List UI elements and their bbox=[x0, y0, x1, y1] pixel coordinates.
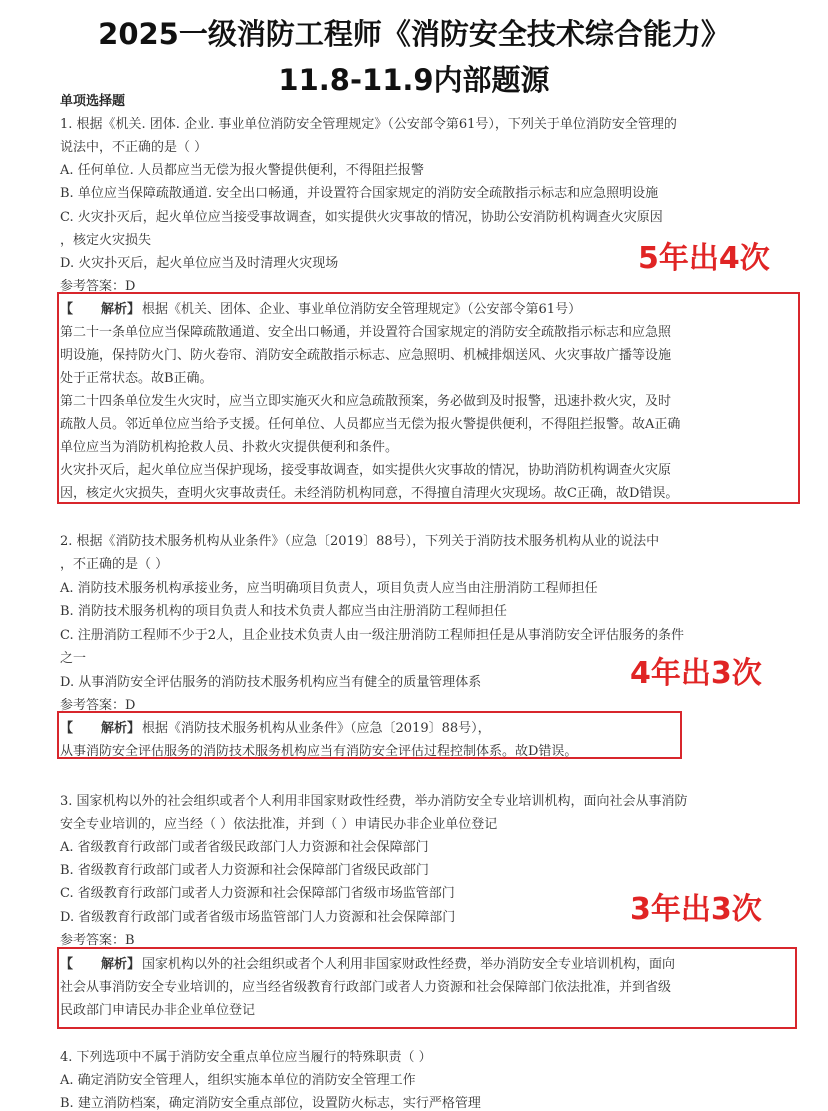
q1-option-b: B. 单位应当保障疏散通道. 安全出口畅通，并设置符合国家规定的消防安全疏散指示标志和应急照明设施 bbox=[60, 186, 659, 201]
analysis-bracket: 【 bbox=[60, 302, 74, 317]
q2-analysis-line bbox=[60, 717, 491, 736]
q1-analysis-line: 处于正常状态。故B正确。 bbox=[60, 371, 213, 386]
q1-analysis-line bbox=[60, 298, 581, 317]
q2-option-c-line1: C. 注册消防工程师不少于2人，且企业技术负责人由一级注册消防工程师担任是从事消防安全评估服务的条件 bbox=[60, 628, 685, 643]
analysis-label: 解析】 bbox=[101, 302, 141, 317]
q1-option-c-line2: ，核定火灾损失 bbox=[60, 233, 152, 248]
q1-analysis-line: 因，核定火灾损失，查明火灾事故责任。未经消防机构同意，不得擅自清理火灾现场。故C正确，故D错误。 bbox=[60, 486, 679, 501]
q3-option-a: A. 省级教育行政部门或者省级民政部门人力资源和社会保障部门 bbox=[60, 840, 429, 855]
q3-frequency-stamp: 3年出3次 bbox=[630, 892, 762, 927]
q3-answer: 参考答案：B bbox=[60, 933, 135, 948]
q1-analysis-line: 第二十一条单位应当保障疏散通道、安全出口畅通，并设置符合国家规定的消防安全疏散指示标志和应急照 bbox=[60, 325, 672, 340]
q2-answer: 参考答案：D bbox=[60, 698, 136, 713]
q2-frequency-stamp: 4年出3次 bbox=[630, 656, 762, 691]
analysis-label: 解析】 bbox=[101, 957, 141, 972]
q3-option-b: B. 省级教育行政部门或者人力资源和社会保障部门省级民政部门 bbox=[60, 863, 429, 878]
q2-option-d: D. 从事消防安全评估服务的消防技术服务机构应当有健全的质量管理体系 bbox=[60, 675, 482, 690]
q3-option-c: C. 省级教育行政部门或者人力资源和社会保障部门省级市场监管部门 bbox=[60, 886, 455, 901]
q1-analysis-line: 第二十四条单位发生火灾时，应当立即实施灭火和应急疏散预案，务必做到及时报警，迅速扑救火灾，及时 bbox=[60, 394, 672, 409]
q2-stem-line1: 2. 根据《消防技术服务机构从业条件》（应急〔2019〕88号），下列关于消防技术服务机构从业的说法中 bbox=[60, 534, 660, 549]
q4-option-a: A. 确定消防安全管理人，组织实施本单位的消防安全管理工作 bbox=[60, 1073, 416, 1088]
q3-analysis-line: 社会从事消防安全专业培训的，应当经省级教育行政部门或者人力资源和社会保障部门依法批准，并到省级 bbox=[60, 980, 672, 995]
q1-frequency-stamp: 5年出4次 bbox=[638, 241, 770, 276]
q3-stem-line2: 安全专业培训的，应当经（ ）依法批准，并到（ ）申请民办非企业单位登记 bbox=[60, 817, 498, 832]
q1-stem-line2: 说法中，不正确的是（ ） bbox=[60, 140, 208, 155]
q1-analysis-line: 单位应当为消防机构抢救人员、扑救火灾提供便利和条件。 bbox=[60, 440, 399, 455]
q2-stem-line2: ，不正确的是（ ） bbox=[60, 557, 169, 572]
analysis-label: 解析】 bbox=[101, 721, 141, 736]
q1-analysis-line: 火灾扑灭后，起火单位应当保护现场，接受事故调查，如实提供火灾事故的情况，协助消防机构调查火灾原 bbox=[60, 463, 672, 478]
q4-option-b: B. 建立消防档案，确定消防安全重点部位，设置防火标志，实行严格管理 bbox=[60, 1096, 481, 1111]
q3-analysis-line bbox=[60, 953, 675, 972]
q1-analysis-line: 明设施，保持防火门、防火卷帘、消防安全疏散指示标志、应急照明、机械排烟送风、火灾事故广播等设施 bbox=[60, 348, 672, 363]
q1-analysis-line: 疏散人员。邻近单位应当给予支援。任何单位、人员都应当无偿为报火警提供便利，不得阻拦报警。故A正确 bbox=[60, 417, 681, 432]
analysis-text: 国家机构以外的社会组织或者个人利用非国家财政性经费，举办消防安全专业培训机构，面向 bbox=[142, 957, 676, 972]
q2-option-c-line2: 之一 bbox=[60, 651, 87, 666]
analysis-bracket: 【 bbox=[60, 721, 74, 736]
q2-analysis-line: 从事消防安全评估服务的消防技术服务机构应当有消防安全评估过程控制体系。故D错误。 bbox=[60, 744, 578, 759]
page-title-line2: 11.8-11.9内部题源 bbox=[278, 63, 550, 97]
q1-option-c-line1: C. 火灾扑灭后，起火单位应当接受事故调查，如实提供火灾事故的情况，协助公安消防机构调查火灾原因 bbox=[60, 210, 663, 225]
q1-option-d: D. 火灾扑灭后，起火单位应当及时清理火灾现场 bbox=[60, 256, 339, 271]
q1-option-a: A. 任何单位. 人员都应当无偿为报火警提供便利，不得阻拦报警 bbox=[60, 163, 424, 178]
analysis-text: 根据《消防技术服务机构从业条件》（应急〔2019〕88号）， bbox=[142, 721, 491, 736]
q2-option-a: A. 消防技术服务机构承接业务，应当明确项目负责人，项目负责人应当由注册消防工程师担任 bbox=[60, 581, 598, 596]
q1-stem-line1: 1. 根据《机关. 团体. 企业. 事业单位消防安全管理规定》（公安部令第61号），下列关于单位消防安全管理的 bbox=[60, 117, 677, 132]
q3-analysis-line: 民政部门申请民办非企业单位登记 bbox=[60, 1003, 256, 1018]
section-heading: 单项选择题 bbox=[60, 94, 126, 109]
q3-option-d: D. 省级教育行政部门或者省级市场监管部门人力资源和社会保障部门 bbox=[60, 910, 456, 925]
q4-stem: 4. 下列选项中不属于消防安全重点单位应当履行的特殊职责（ ） bbox=[60, 1050, 432, 1065]
q3-stem-line1: 3. 国家机构以外的社会组织或者个人利用非国家财政性经费，举办消防安全专业培训机构，面向社会从事消防 bbox=[60, 794, 688, 809]
q1-answer: 参考答案：D bbox=[60, 279, 136, 294]
analysis-bracket: 【 bbox=[60, 957, 74, 972]
q2-option-b: B. 消防技术服务机构的项目负责人和技术负责人都应当由注册消防工程师担任 bbox=[60, 604, 507, 619]
page-title-line1: 2025一级消防工程师《消防安全技术综合能力》 bbox=[98, 17, 730, 51]
analysis-text: 根据《机关、团体、企业、事业单位消防安全管理规定》（公安部令第61号） bbox=[142, 302, 582, 317]
